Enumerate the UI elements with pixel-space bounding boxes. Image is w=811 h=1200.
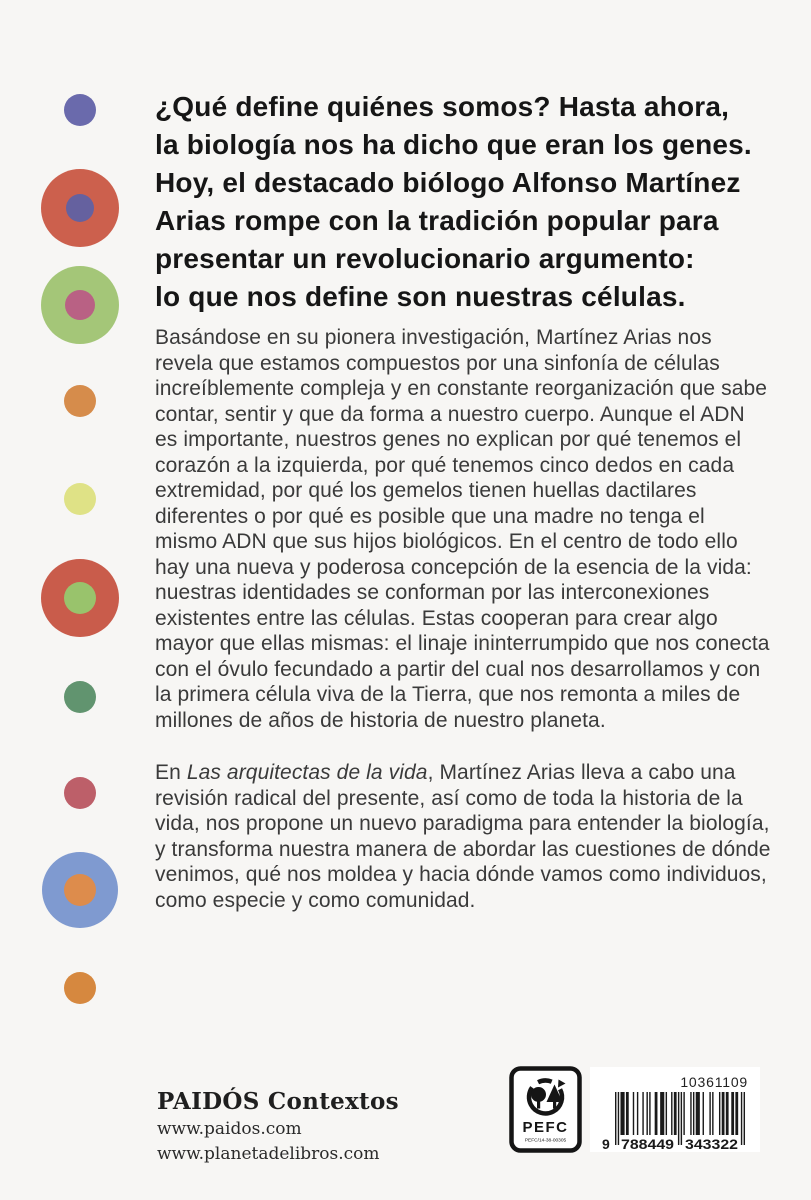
website-planetadelibros: www.planetadelibros.com	[157, 1144, 380, 1164]
barcode-panel	[590, 1067, 760, 1152]
decorative-circle	[41, 266, 119, 344]
headline-line-2: la biología nos ha dicho que eran los genes.	[155, 129, 752, 160]
pefc-certificate-number: PEFC/14-38-00305	[524, 1138, 567, 1144]
decorative-circle-inner	[64, 582, 96, 614]
pefc-label: PEFC	[522, 1119, 569, 1136]
decorative-circle	[64, 681, 96, 713]
decorative-circle	[41, 559, 119, 637]
decorative-circle	[64, 94, 96, 126]
decorative-circle	[64, 385, 96, 417]
headline-line-3: Hoy, el destacado biólogo Alfonso Martínez	[155, 167, 741, 198]
cover-text	[155, 88, 771, 913]
synopsis-paragraph-2	[155, 760, 771, 913]
website-paidos: www.paidos.com	[157, 1119, 302, 1139]
decorative-circle-inner	[65, 290, 95, 320]
headline-line-4: Arias rompe con la tradición popular para	[155, 205, 719, 236]
decorative-circle	[64, 483, 96, 515]
ean-digits-group2: 343322	[685, 1136, 739, 1150]
ean-barcode	[602, 1092, 750, 1150]
ean-digit-lead: 9	[602, 1136, 610, 1150]
decorative-circle	[64, 972, 96, 1004]
ean-digits-group1: 788449	[621, 1136, 675, 1150]
headline	[155, 88, 771, 316]
product-code: 10361109	[680, 1074, 748, 1090]
headline-line-1: ¿Qué define quiénes somos? Hasta ahora,	[155, 91, 730, 122]
synopsis-paragraph-1: Basándose en su pionera investigación, Martínez Arias nos revela que estamos compuestos por una sinfonía de células increíblemente compleja y en constante reorganización que sabe contar, sentir y que da forma a nuestro cuerpo. Aunque el ADN es importante, nuestros genes no explican por qué tenemos el corazón a la izquierda, por qué tenemos cinco dedos en cada extremidad, por qué los gemelos tienen huellas dactilares diferentes o por qué es posible que una madre no tenga el mismo ADN que sus hijos biológicos. En el centro de todo ello hay una nueva y poderosa concepción de la esencia de la vida: nuestras identidades se conforman por las interconexiones existentes entre las células. Estas cooperan para crear algo mayor que ellas mismas: el linaje ininterrumpido que nos conecta con el óvulo fecundado a partir del cual nos desarrollamos y con la primera célula viva de la Tierra, que nos remonta a miles de millones de años de historia de nuestro planeta.	[155, 326, 770, 732]
decorative-circle	[64, 777, 96, 809]
pefc-certification-logo	[509, 1066, 582, 1153]
paragraph2-prefix: En	[155, 761, 187, 784]
paragraph2-rest: , Martínez Arias lleva a cabo una revisión radical del presente, así como de toda la historia de la vida, nos propone un nuevo paradigma para entender la biología, y transforma nuestra manera de abordar las cuestiones de dónde venimos, qué nos moldea y hacia dónde vamos como individuos, como especie y como comunidad.	[155, 761, 771, 912]
decorative-circle-inner	[64, 874, 96, 906]
publisher-websites	[157, 1117, 380, 1167]
decorative-circle	[42, 852, 118, 928]
headline-line-5: presentar un revolucionario argumento:	[155, 243, 695, 274]
imprint-name: PAIDÓS Contextos	[157, 1088, 399, 1115]
headline-line-6: lo que nos define son nuestras células.	[155, 281, 686, 312]
decorative-circle	[41, 169, 119, 247]
decorative-circle-inner	[66, 194, 94, 222]
book-title-italic: Las arquitectas de la vida	[186, 761, 428, 784]
